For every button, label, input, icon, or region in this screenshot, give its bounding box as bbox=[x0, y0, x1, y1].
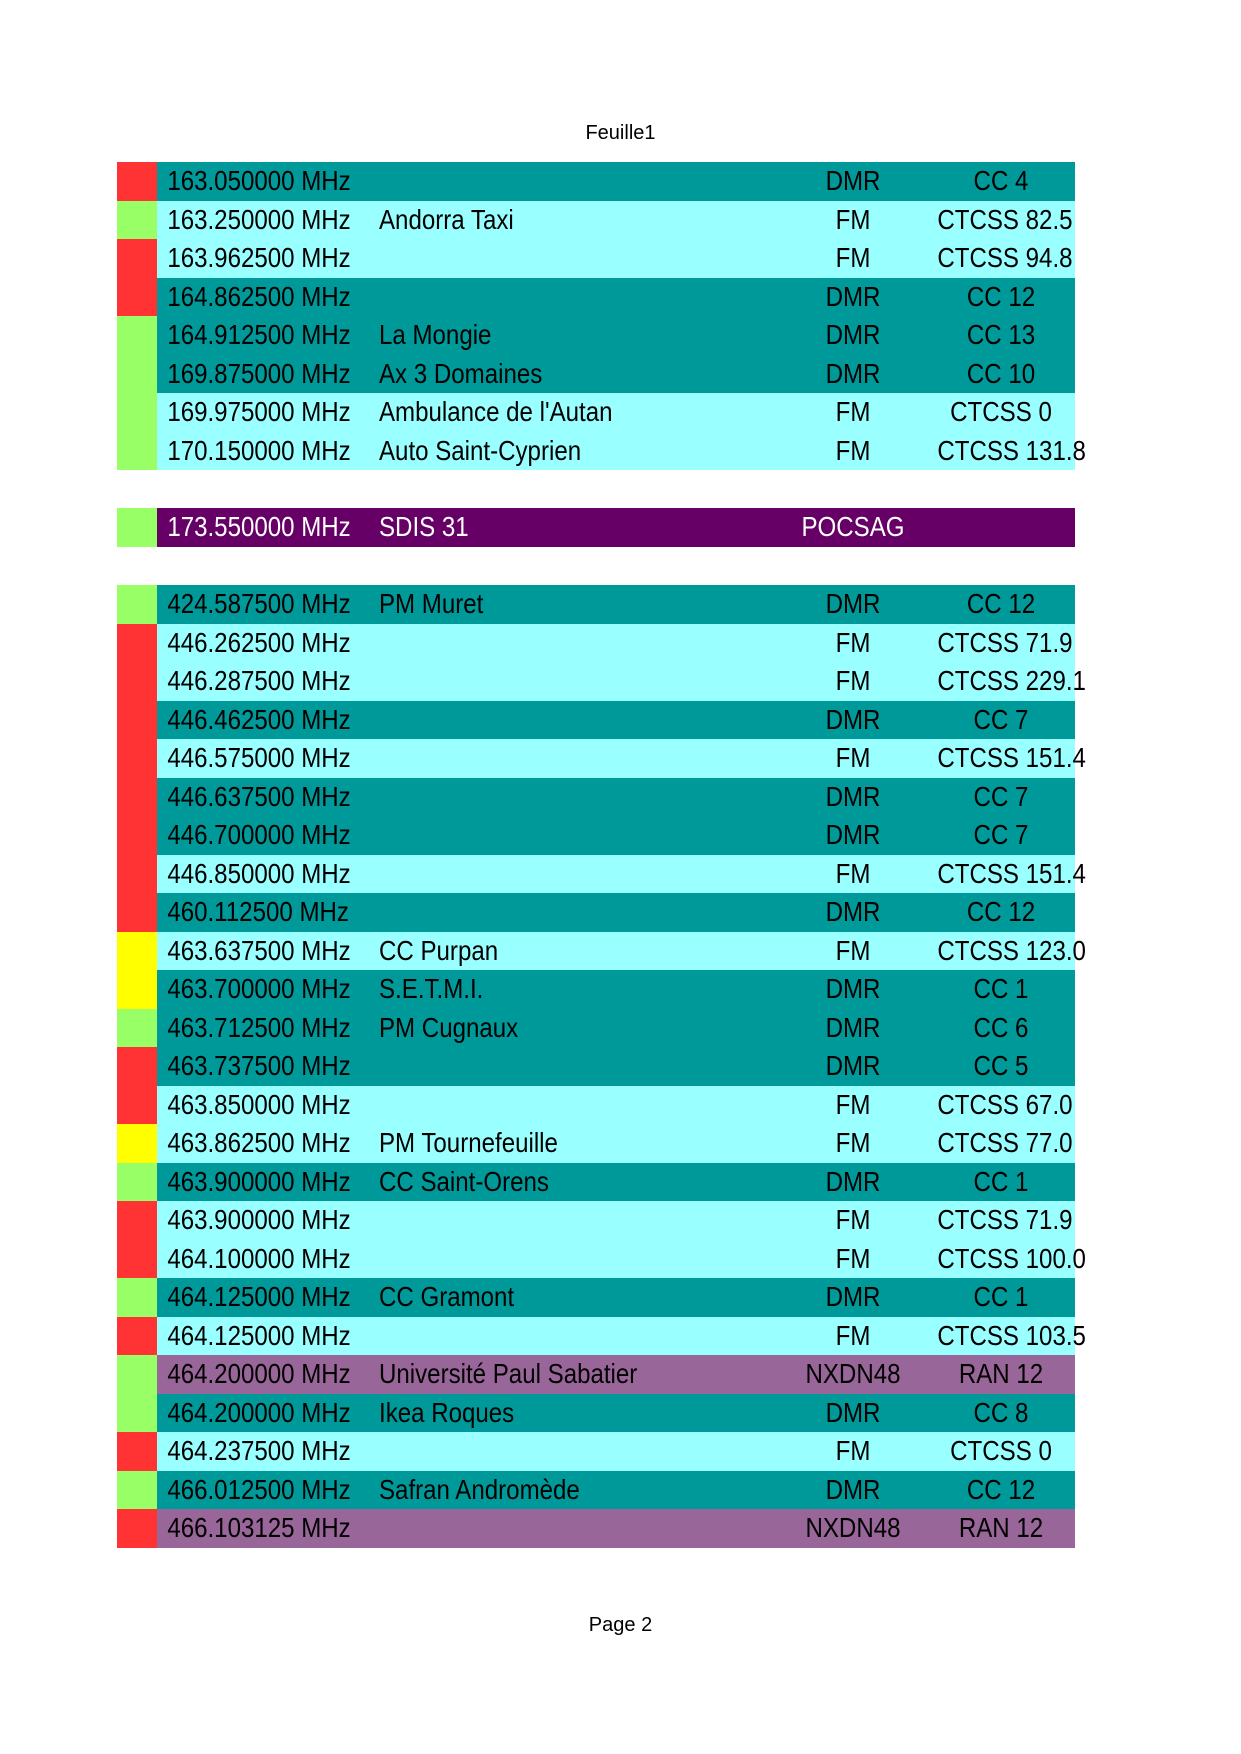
code-cell: CC 5 bbox=[973, 1050, 1029, 1082]
status-indicator bbox=[117, 624, 157, 663]
frequency-cell: 466.012500 MHz bbox=[167, 1473, 351, 1505]
mode-cell: NXDN48 bbox=[805, 1512, 901, 1544]
mode-cell: DMR bbox=[825, 1165, 881, 1197]
row-cells bbox=[157, 893, 1075, 932]
code-cell: CTCSS 123.0 bbox=[937, 934, 1086, 966]
name-cell: CC Gramont bbox=[379, 1281, 515, 1313]
status-indicator bbox=[117, 393, 157, 432]
status-indicator bbox=[117, 355, 157, 394]
row-cells bbox=[157, 855, 1086, 894]
frequency-cell: 463.900000 MHz bbox=[167, 1204, 351, 1236]
name-cell: PM Muret bbox=[379, 588, 484, 620]
table-row bbox=[117, 1317, 1086, 1356]
mode-cell: FM bbox=[835, 396, 871, 428]
code-cell: CTCSS 103.5 bbox=[937, 1319, 1086, 1351]
status-indicator bbox=[117, 316, 157, 355]
status-indicator bbox=[117, 1471, 157, 1510]
row-cells bbox=[157, 1047, 1075, 1086]
code-cell: CC 8 bbox=[973, 1396, 1029, 1428]
code-cell: CC 7 bbox=[973, 819, 1029, 851]
name-cell: SDIS 31 bbox=[379, 511, 469, 543]
frequency-cell: 464.125000 MHz bbox=[167, 1281, 351, 1313]
mode-cell: DMR bbox=[825, 319, 881, 351]
code-cell: CTCSS 71.9 bbox=[937, 626, 1073, 658]
mode-cell: FM bbox=[835, 857, 871, 889]
name-cell: Ikea Roques bbox=[379, 1396, 515, 1428]
table-row bbox=[117, 1124, 1073, 1163]
code-cell: CC 10 bbox=[966, 357, 1036, 389]
status-indicator bbox=[117, 585, 157, 624]
frequency-table-uhf bbox=[117, 585, 1086, 1548]
row-cells bbox=[157, 1471, 1075, 1510]
table-row bbox=[117, 893, 1065, 932]
status-indicator bbox=[117, 239, 157, 278]
table-row bbox=[117, 1240, 1086, 1279]
code-cell: CTCSS 151.4 bbox=[937, 742, 1086, 774]
code-cell: CC 13 bbox=[966, 319, 1036, 351]
row-cells bbox=[157, 432, 1086, 471]
code-cell: CC 12 bbox=[966, 896, 1036, 928]
table-row bbox=[117, 278, 1065, 317]
mode-cell: DMR bbox=[825, 165, 881, 197]
mode-cell: DMR bbox=[825, 703, 881, 735]
frequency-cell: 446.575000 MHz bbox=[167, 742, 351, 774]
row-cells bbox=[157, 239, 1075, 278]
table-row bbox=[117, 932, 1086, 971]
status-indicator bbox=[117, 1086, 157, 1125]
row-cells bbox=[157, 1124, 1075, 1163]
status-indicator bbox=[117, 1009, 157, 1048]
mode-cell: POCSAG bbox=[801, 511, 905, 543]
code-cell: CTCSS 94.8 bbox=[937, 242, 1073, 274]
table-row bbox=[117, 585, 1065, 624]
table-row bbox=[117, 1432, 1065, 1471]
mode-cell: DMR bbox=[825, 1473, 881, 1505]
name-cell: La Mongie bbox=[379, 319, 492, 351]
frequency-cell: 170.150000 MHz bbox=[167, 434, 351, 466]
frequency-table-vhf bbox=[117, 162, 1086, 470]
table-row bbox=[117, 1509, 1065, 1548]
frequency-cell: 464.100000 MHz bbox=[167, 1242, 351, 1274]
code-cell: CC 7 bbox=[973, 703, 1029, 735]
frequency-cell: 173.550000 MHz bbox=[167, 511, 351, 543]
code-cell: CTCSS 0 bbox=[950, 396, 1052, 428]
frequency-cell: 446.262500 MHz bbox=[167, 626, 351, 658]
row-cells bbox=[157, 1201, 1075, 1240]
code-cell: CC 6 bbox=[973, 1011, 1029, 1043]
status-indicator bbox=[117, 1317, 157, 1356]
row-cells bbox=[157, 1317, 1086, 1356]
name-cell: Safran Andromède bbox=[379, 1473, 580, 1505]
mode-cell: FM bbox=[835, 1319, 871, 1351]
frequency-cell: 466.103125 MHz bbox=[167, 1512, 351, 1544]
row-cells bbox=[157, 585, 1075, 624]
status-indicator bbox=[117, 855, 157, 894]
page-footer: Page 2 bbox=[588, 1614, 653, 1636]
sheet-title: Feuille1 bbox=[585, 122, 656, 144]
mode-cell: DMR bbox=[825, 1011, 881, 1043]
table-row bbox=[117, 1201, 1073, 1240]
table-row bbox=[117, 1471, 1065, 1510]
table-row bbox=[117, 739, 1086, 778]
code-cell: CTCSS 229.1 bbox=[937, 665, 1086, 697]
code-cell: CTCSS 82.5 bbox=[937, 203, 1073, 235]
row-cells bbox=[157, 393, 1075, 432]
name-cell: Andorra Taxi bbox=[379, 203, 514, 235]
status-indicator bbox=[117, 1240, 157, 1279]
table-row bbox=[117, 816, 1065, 855]
frequency-cell: 463.637500 MHz bbox=[167, 934, 351, 966]
frequency-cell: 446.850000 MHz bbox=[167, 857, 351, 889]
row-cells bbox=[157, 1432, 1075, 1471]
mode-cell: FM bbox=[835, 1242, 871, 1274]
row-cells bbox=[157, 739, 1086, 778]
frequency-cell: 446.700000 MHz bbox=[167, 819, 351, 851]
mode-cell: FM bbox=[835, 1088, 871, 1120]
table-row bbox=[117, 1086, 1073, 1125]
mode-cell: FM bbox=[835, 1127, 871, 1159]
frequency-cell: 463.737500 MHz bbox=[167, 1050, 351, 1082]
status-indicator bbox=[117, 970, 157, 1009]
status-indicator bbox=[117, 1124, 157, 1163]
name-cell: CC Saint-Orens bbox=[379, 1165, 549, 1197]
status-indicator bbox=[117, 1432, 157, 1471]
frequency-cell: 464.125000 MHz bbox=[167, 1319, 351, 1351]
code-cell: CTCSS 67.0 bbox=[937, 1088, 1073, 1120]
mode-cell: DMR bbox=[825, 280, 881, 312]
code-cell: RAN 12 bbox=[958, 1512, 1044, 1544]
table-row bbox=[117, 1047, 1065, 1086]
frequency-cell: 463.900000 MHz bbox=[167, 1165, 351, 1197]
code-cell: CTCSS 77.0 bbox=[937, 1127, 1073, 1159]
mode-cell: FM bbox=[835, 242, 871, 274]
row-cells bbox=[157, 1394, 1075, 1433]
code-cell: CC 12 bbox=[966, 280, 1036, 312]
code-cell: CC 12 bbox=[966, 588, 1036, 620]
row-cells bbox=[157, 278, 1075, 317]
frequency-cell: 463.700000 MHz bbox=[167, 973, 351, 1005]
code-cell: CC 1 bbox=[973, 1165, 1029, 1197]
status-indicator bbox=[117, 432, 157, 471]
table-row bbox=[117, 701, 1065, 740]
status-indicator bbox=[117, 816, 157, 855]
table-row bbox=[117, 316, 1065, 355]
mode-cell: DMR bbox=[825, 1281, 881, 1313]
row-cells bbox=[157, 1009, 1075, 1048]
status-indicator bbox=[117, 1355, 157, 1394]
code-cell: CC 1 bbox=[973, 973, 1029, 1005]
mode-cell: FM bbox=[835, 1435, 871, 1467]
mode-cell: DMR bbox=[825, 588, 881, 620]
frequency-cell: 446.462500 MHz bbox=[167, 703, 351, 735]
name-cell: Ax 3 Domaines bbox=[379, 357, 543, 389]
row-cells bbox=[157, 162, 1075, 201]
frequency-cell: 464.200000 MHz bbox=[167, 1358, 351, 1390]
table-row bbox=[117, 1278, 1065, 1317]
row-cells bbox=[157, 778, 1075, 817]
code-cell: CC 7 bbox=[973, 780, 1029, 812]
frequency-cell: 163.962500 MHz bbox=[167, 242, 351, 274]
status-indicator bbox=[117, 893, 157, 932]
frequency-cell: 464.237500 MHz bbox=[167, 1435, 351, 1467]
row-cells bbox=[157, 624, 1075, 663]
frequency-cell: 163.250000 MHz bbox=[167, 203, 351, 235]
status-indicator bbox=[117, 508, 157, 547]
name-cell: Université Paul Sabatier bbox=[379, 1358, 638, 1390]
status-indicator bbox=[117, 162, 157, 201]
table-row bbox=[117, 1163, 1065, 1202]
mode-cell: FM bbox=[835, 203, 871, 235]
status-indicator bbox=[117, 1394, 157, 1433]
row-cells bbox=[157, 662, 1086, 701]
frequency-cell: 169.975000 MHz bbox=[167, 396, 351, 428]
mode-cell: FM bbox=[835, 742, 871, 774]
frequency-cell: 463.850000 MHz bbox=[167, 1088, 351, 1120]
code-cell: CC 12 bbox=[966, 1473, 1036, 1505]
status-indicator bbox=[117, 1201, 157, 1240]
name-cell: Ambulance de l'Autan bbox=[379, 396, 613, 428]
frequency-cell: 446.637500 MHz bbox=[167, 780, 351, 812]
status-indicator bbox=[117, 739, 157, 778]
code-cell: CTCSS 0 bbox=[950, 1435, 1052, 1467]
code-cell: RAN 12 bbox=[958, 1358, 1044, 1390]
code-cell: CTCSS 151.4 bbox=[937, 857, 1086, 889]
frequency-cell: 164.862500 MHz bbox=[167, 280, 351, 312]
mode-cell: FM bbox=[835, 434, 871, 466]
code-cell: CTCSS 100.0 bbox=[937, 1242, 1086, 1274]
row-cells bbox=[157, 932, 1086, 971]
mode-cell: DMR bbox=[825, 1396, 881, 1428]
table-row bbox=[117, 239, 1073, 278]
frequency-cell: 446.287500 MHz bbox=[167, 665, 351, 697]
row-cells bbox=[157, 970, 1075, 1009]
table-row bbox=[117, 432, 1086, 471]
mode-cell: FM bbox=[835, 1204, 871, 1236]
name-cell: S.E.T.M.I. bbox=[379, 973, 484, 1005]
frequency-table-pocsag bbox=[117, 508, 1065, 547]
row-cells bbox=[157, 816, 1075, 855]
table-row bbox=[117, 162, 1065, 201]
status-indicator bbox=[117, 278, 157, 317]
name-cell: CC Purpan bbox=[379, 934, 499, 966]
table-row bbox=[117, 1394, 1065, 1433]
frequency-cell: 163.050000 MHz bbox=[167, 165, 351, 197]
row-cells bbox=[157, 1278, 1075, 1317]
code-cell: CTCSS 131.8 bbox=[937, 434, 1086, 466]
table-row bbox=[117, 778, 1065, 817]
row-cells bbox=[157, 1509, 1075, 1548]
table-row bbox=[117, 1355, 1065, 1394]
code-cell: CC 1 bbox=[973, 1281, 1029, 1313]
row-cells bbox=[157, 355, 1075, 394]
status-indicator bbox=[117, 1163, 157, 1202]
row-cells bbox=[157, 1086, 1075, 1125]
table-row bbox=[117, 662, 1086, 701]
name-cell: Auto Saint-Cyprien bbox=[379, 434, 582, 466]
table-row bbox=[117, 201, 1073, 240]
mode-cell: DMR bbox=[825, 819, 881, 851]
status-indicator bbox=[117, 662, 157, 701]
status-indicator bbox=[117, 1278, 157, 1317]
mode-cell: DMR bbox=[825, 357, 881, 389]
status-indicator bbox=[117, 932, 157, 971]
mode-cell: NXDN48 bbox=[805, 1358, 901, 1390]
name-cell: PM Cugnaux bbox=[379, 1011, 519, 1043]
status-indicator bbox=[117, 1509, 157, 1548]
code-cell: CC 4 bbox=[973, 165, 1029, 197]
row-cells bbox=[157, 1163, 1075, 1202]
row-cells bbox=[157, 508, 1075, 547]
mode-cell: FM bbox=[835, 626, 871, 658]
row-cells bbox=[157, 201, 1075, 240]
mode-cell: DMR bbox=[825, 896, 881, 928]
status-indicator bbox=[117, 201, 157, 240]
row-cells bbox=[157, 701, 1075, 740]
table-row bbox=[117, 970, 1065, 1009]
frequency-cell: 460.112500 MHz bbox=[167, 896, 349, 928]
code-cell: CTCSS 71.9 bbox=[937, 1204, 1073, 1236]
status-indicator bbox=[117, 701, 157, 740]
name-cell: PM Tournefeuille bbox=[379, 1127, 558, 1159]
mode-cell: DMR bbox=[825, 780, 881, 812]
status-indicator bbox=[117, 1047, 157, 1086]
table-row bbox=[117, 393, 1065, 432]
mode-cell: DMR bbox=[825, 1050, 881, 1082]
row-cells bbox=[157, 316, 1075, 355]
mode-cell: FM bbox=[835, 665, 871, 697]
table-row bbox=[117, 355, 1065, 394]
status-indicator bbox=[117, 778, 157, 817]
table-row bbox=[117, 855, 1086, 894]
frequency-cell: 463.862500 MHz bbox=[167, 1127, 351, 1159]
row-cells bbox=[157, 1355, 1075, 1394]
frequency-cell: 464.200000 MHz bbox=[167, 1396, 351, 1428]
table-row bbox=[117, 624, 1073, 663]
frequency-cell: 169.875000 MHz bbox=[167, 357, 351, 389]
frequency-cell: 424.587500 MHz bbox=[167, 588, 351, 620]
table-row bbox=[117, 1009, 1065, 1048]
table-row bbox=[117, 508, 1065, 547]
mode-cell: FM bbox=[835, 934, 871, 966]
frequency-cell: 463.712500 MHz bbox=[167, 1011, 351, 1043]
mode-cell: DMR bbox=[825, 973, 881, 1005]
row-cells bbox=[157, 1240, 1086, 1279]
frequency-cell: 164.912500 MHz bbox=[167, 319, 351, 351]
